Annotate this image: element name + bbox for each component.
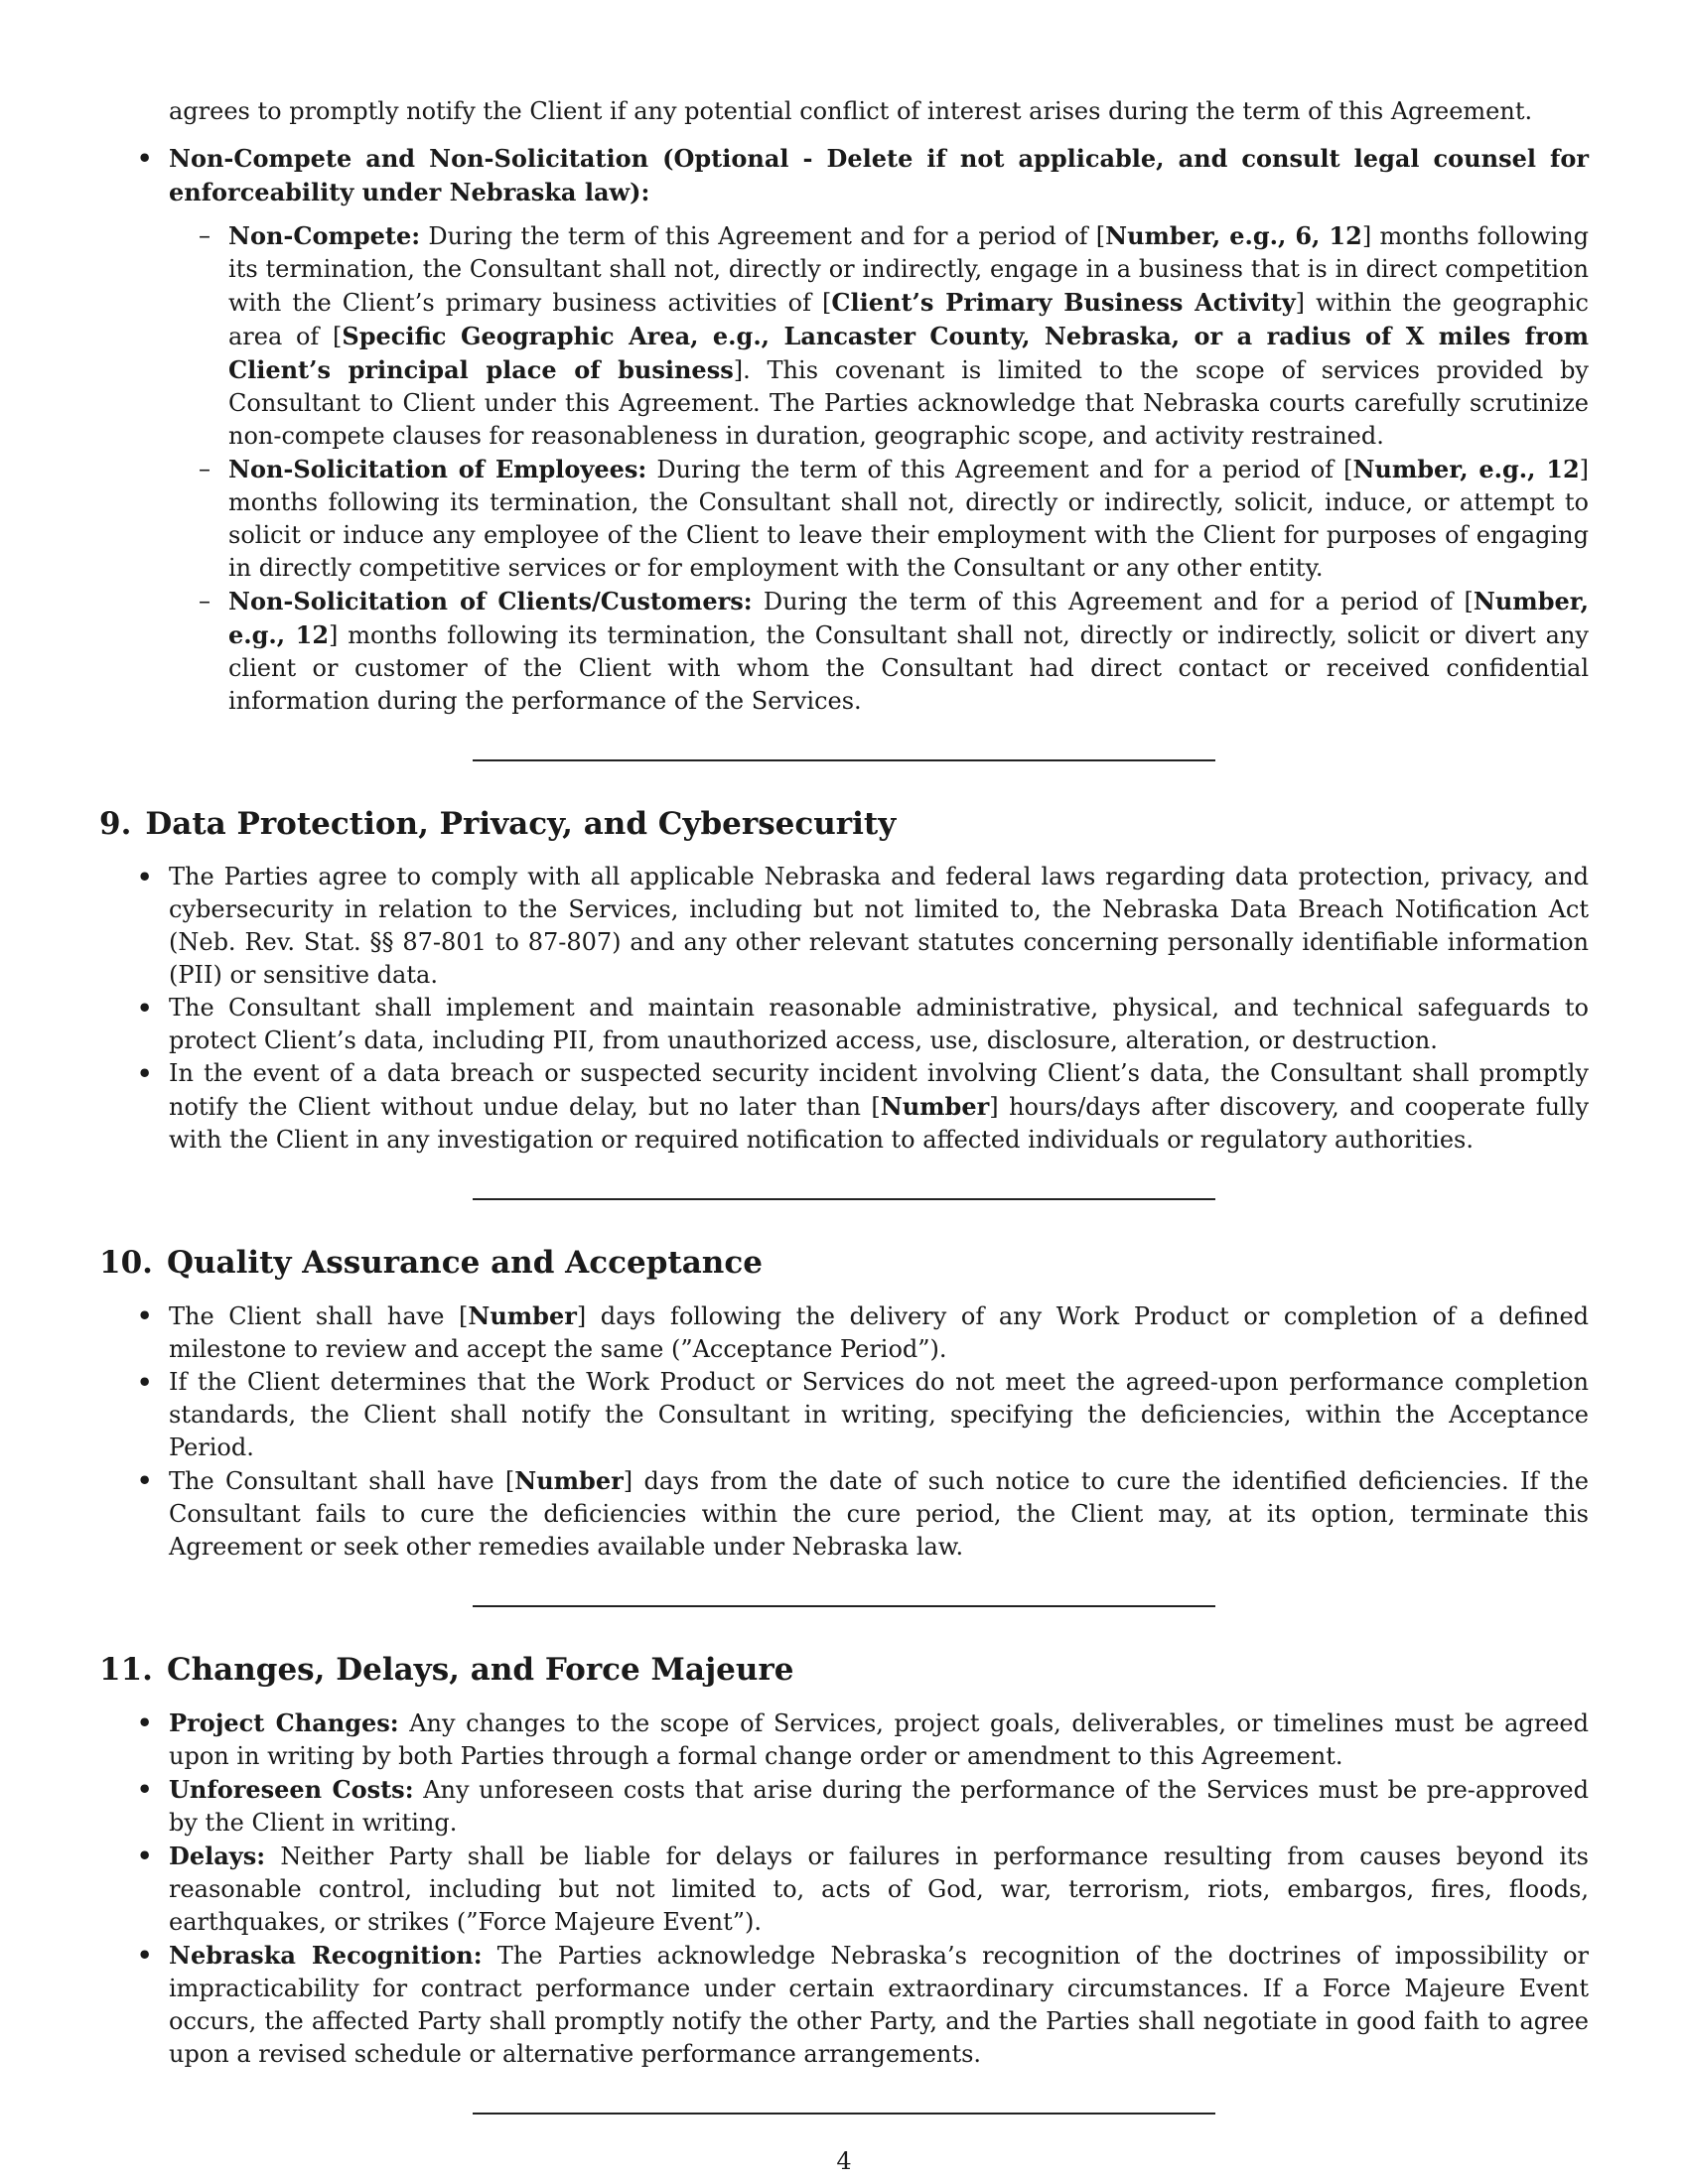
list-item-text: In the event of a data breach or suspected security incident involving Client’s data, the Consultant shall promptly notify the Client without undue delay, but no later than [ [169,1059,1589,1121]
list-item-text: The Parties agree to comply with all applicable Nebraska and federal laws regarding data protection, privacy, and cybersecurity in relation to the Services, including but not limited to, the Nebraska Data Breach Notification Act (Neb. Rev. Stat. §§ 87-801 to 87-807) and any other relevant statutes concerning personally identifiable information (PII) or sensitive data. [169,863,1589,989]
subitem-text: During the term of this Agreement and for a period of [ [646,456,1353,483]
list-item-text: The Consultant shall implement and maintain reasonable administrative, physical, and technical safeguards to protect Client’s data, including PII, from unauthorized access, use, disclosure, alteration, or destruction. [169,994,1589,1054]
placeholder-number: Number [880,1092,990,1121]
section-title: Changes, Delays, and Force Majeure [166,1652,794,1688]
placeholder-business-activity: Client’s Primary Business Activity [831,288,1296,317]
list-item-text: The Client shall have [ [169,1302,469,1330]
list-item-text: Any changes to the scope of Services, project goals, deliverables, or timelines must be agreed upon in writing by both Parties through a formal change order or amendment to this Agreement. [169,1709,1589,1770]
list-item [99,1706,1589,1773]
list-item [99,1057,1589,1157]
horizontal-rule [473,1605,1215,1607]
bullet-icon: • [137,1368,153,1397]
section-heading-11 [99,1651,1589,1689]
section-9-list [99,861,1589,1157]
section-10-list [99,1299,1589,1564]
continuation-paragraph: agrees to promptly notify the Client if any potential conflict of interest arises during the term of this Agreement. [169,97,1533,125]
bullet-icon: • [137,1708,153,1737]
list-item [99,1773,1589,1840]
section-number: 10. [99,1245,153,1281]
bullet-icon: • [137,1466,153,1495]
placeholder-geographic-area: Specific Geographic Area, e.g., Lancaster County, Nebraska, or a radius of X miles from Client’s principal place of business [228,322,1590,384]
list-item-text: Any unforeseen costs that arise during the performance of the Services must be pre-approved by the Client in writing. [169,1776,1589,1837]
bullet-icon: • [137,1301,153,1330]
subitem-text: During the term of this Agreement and for a period of [ [752,588,1474,615]
list-item-text: The Consultant shall have [ [169,1467,515,1495]
document-page [99,95,1589,2115]
noncompete-list [99,142,1589,718]
section-number: 9. [99,806,132,842]
noncompete-title: Non-Compete and Non-Solicitation (Optional - Delete if not applicable, and consult legal counsel for enforceability under Nebraska law): [169,144,1589,206]
list-item [99,1366,1589,1464]
section-number: 11. [99,1652,153,1688]
placeholder-number: Number, e.g., 6, 12 [1105,221,1362,250]
list-item [99,992,1589,1057]
subitem-label: Non-Compete: [228,221,421,250]
list-item-text: ] days from the date of such notice to cure the identified deficiencies. If the Consultant fails to cure the deficiencies within the cure period, the Client may, at its option, terminate this Agreement or seek other remedies available under Nebraska law. [169,1467,1590,1561]
horizontal-rule [473,759,1215,761]
list-item-text: ] days following the delivery of any Work Product or completion of a defined milestone to review and accept the same (”Acceptance Period”). [169,1302,1590,1363]
subitem-label: Non-Solicitation of Clients/Customers: [228,587,753,615]
subitem-non-solicitation-employees [169,453,1589,585]
list-item [99,1299,1589,1366]
dash-icon: – [199,455,211,482]
subitem-text: ]. This covenant is limited to the scope of services provided by Consultant to Client under this Agreement. The Parties acknowledge that Nebraska courts carefully scrutinize non-compete clauses for reasonableness in duration, geographic scope, and activity restrained. [228,356,1589,450]
list-item-text: If the Client determines that the Work Product or Services do not meet the agreed-upon performance completion standards, the Client shall notify the Consultant in writing, specifying the deficiencies, within the Acceptance Period. [169,1368,1589,1461]
bullet-icon: • [137,1059,153,1088]
bullet-icon: • [137,1842,153,1870]
subitem-non-solicitation-clients [169,585,1589,718]
subitem-non-compete [169,219,1589,453]
placeholder-number: Number [514,1466,624,1495]
placeholder-number: Number, e.g., 12 [228,587,1589,649]
list-item-text: Neither Party shall be liable for delays or failures in performance resulting from causes beyond its reasonable control, including but not limited to, acts of God, war, terrorism, riots, embargos, fires, floods, earthquakes, or strikes (”Force Majeure Event”). [169,1843,1589,1936]
dash-icon: – [199,587,211,614]
section-title: Quality Assurance and Acceptance [166,1245,763,1281]
section-11-list [99,1706,1589,2071]
section-heading-10 [99,1244,1589,1282]
bullet-icon: • [137,1941,153,1970]
page-number: 4 [836,2147,852,2175]
dash-icon: – [199,221,211,249]
list-item-label: Nebraska Recognition: [169,1941,483,1970]
subitem-text: During the term of this Agreement and for a period of [ [420,222,1106,250]
subitem-text: ] within the geographic area of [ [228,289,1589,350]
list-item-label: Unforeseen Costs: [169,1775,414,1804]
horizontal-rule [473,1198,1215,1200]
bullet-icon: • [137,863,153,891]
list-item-text: ] hours/days after discovery, and cooperate fully with the Client in any investigation or required notification to affected individuals or regulatory authorities. [169,1093,1590,1154]
horizontal-rule [473,2113,1215,2115]
bullet-icon: • [137,1775,153,1804]
subitem-text: ] months following its termination, the Consultant shall not, directly or indirectly, engage in a business that is in direct competition with the Client’s primary business activities of [ [228,222,1590,317]
section-heading-9 [99,805,1589,843]
placeholder-number: Number [468,1301,577,1330]
list-item-label: Project Changes: [169,1708,399,1737]
subitem-text: ] months following its termination, the Consultant shall not, directly or indirectly, solicit, induce, or attempt to solicit or induce any employee of the Client to leave their employment with the Client for purposes of engaging in directly competitive services or for employment with the Consultant or any other entity. [228,456,1590,582]
section-title: Data Protection, Privacy, and Cybersecurity [145,806,897,842]
list-item [99,1840,1589,1939]
noncompete-sublist [169,219,1589,718]
bullet-icon: • [137,144,153,173]
list-item [99,861,1589,992]
list-item [99,1939,1589,2071]
placeholder-number: Number, e.g., 12 [1352,455,1580,483]
bullet-icon: • [137,994,153,1023]
subitem-label: Non-Solicitation of Employees: [228,455,647,483]
list-item [99,1464,1589,1564]
list-item-label: Delays: [169,1842,266,1870]
list-item-noncompete [99,142,1589,718]
subitem-text: ] months following its termination, the Consultant shall not, directly or indirectly, solicit or divert any client or customer of the Client with whom the Consultant had direct contact or received confidential information during the performance of the Services. [228,621,1589,715]
list-item-text: The Parties acknowledge Nebraska’s recognition of the doctrines of impossibility or impracticability for contract performance under certain extraordinary circumstances. If a Force Majeure Event occurs, the affected Party shall promptly notify the other Party, and the Parties shall negotiate in good faith to agree upon a revised schedule or alternative performance arrangements. [169,1942,1590,2068]
